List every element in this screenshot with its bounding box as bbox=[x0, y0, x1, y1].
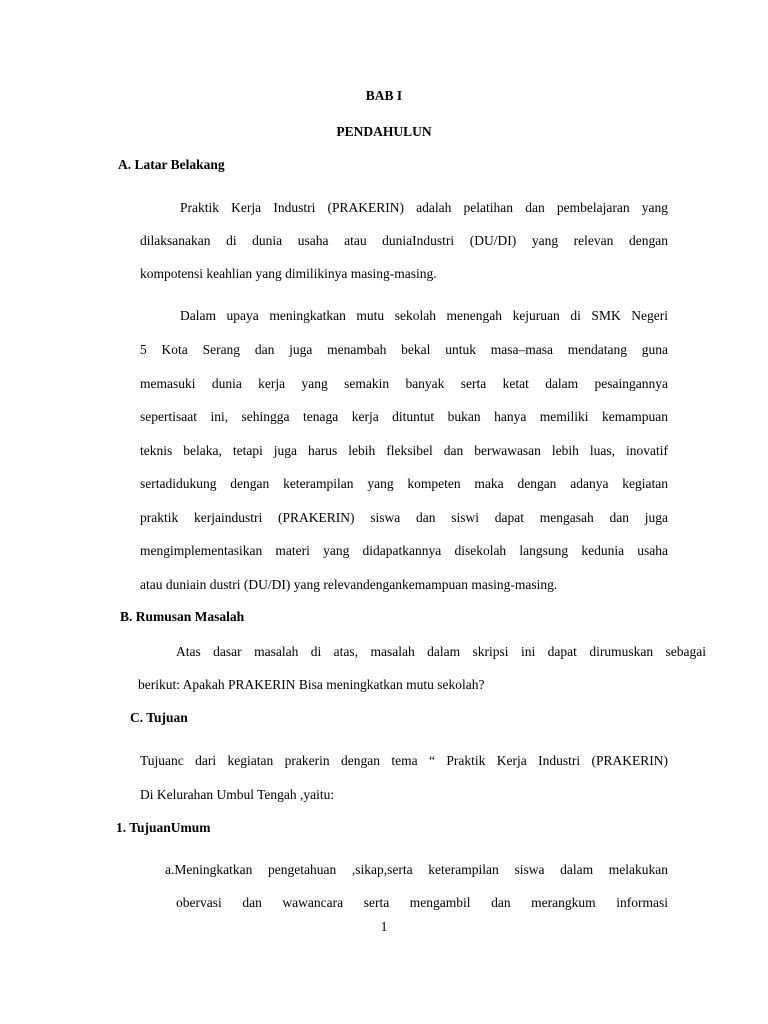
paragraph-line: Praktik Kerja Industri (PRAKERIN) adalah pelatihan dan pembelajaran yang bbox=[180, 200, 668, 215]
paragraph-line: mengimplementasikan materi yang didapatkannya disekolah langsung kedunia usaha bbox=[140, 543, 668, 558]
paragraph-line: teknis belaka, tetapi juga harus lebih fleksibel dan berwawasan lebih luas, inovatif bbox=[140, 443, 668, 458]
paragraph-line: sepertisaat ini, sehingga tenaga kerja dituntut bukan hanya memiliki kemampuan bbox=[140, 409, 668, 424]
paragraph-line: atau duniain dustri (DU/DI) yang relevandengankemampuan masing-masing. bbox=[140, 577, 558, 592]
paragraph-line: berikut: Apakah PRAKERIN Bisa meningkatkan mutu sekolah? bbox=[138, 677, 485, 692]
paragraph-line: Tujuanc dari kegiatan prakerin dengan tema “ Praktik Kerja Industri (PRAKERIN) bbox=[140, 753, 668, 768]
section-a-heading: A. Latar Belakang bbox=[118, 157, 225, 172]
paragraph-line: praktik kerjaindustri (PRAKERIN) siswa dan siswi dapat mengasah dan juga bbox=[140, 510, 668, 525]
section-b-heading: B. Rumusan Masalah bbox=[120, 609, 245, 624]
paragraph-line: Dalam upaya meningkatkan mutu sekolah menengah kejuruan di SMK Negeri bbox=[180, 308, 668, 323]
paragraph-line: Di Kelurahan Umbul Tengah ,yaitu: bbox=[140, 787, 335, 802]
paragraph-line: kompotensi keahlian yang dimilikinya masing-masing. bbox=[140, 266, 437, 281]
chapter-label: BAB I bbox=[365, 88, 403, 103]
list-item-line: obervasi dan wawancara serta mengambil dan merangkum informasi bbox=[176, 895, 668, 910]
paragraph-line: Atas dasar masalah di atas, masalah dalam skripsi ini dapat dirumuskan sebagai bbox=[176, 644, 706, 659]
paragraph-line: 5 Kota Serang dan juga menambah bekal untuk masa–masa mendatang guna bbox=[140, 342, 668, 357]
paragraph-line: sertadidukung dengan keterampilan yang kompeten maka dengan adanya kegiatan bbox=[140, 476, 668, 491]
paragraph-line: dilaksanakan di dunia usaha atau duniaIndustri (DU/DI) yang relevan dengan bbox=[140, 233, 668, 248]
section-c-heading: C. Tujuan bbox=[130, 710, 188, 725]
list-item-line: a.Meningkatkan pengetahuan ,sikap,serta keterampilan siswa dalam melakukan bbox=[165, 862, 668, 877]
paragraph-line: memasuki dunia kerja yang semakin banyak serta ketat dalam pesaingannya bbox=[140, 376, 668, 391]
chapter-title: PENDAHULUN bbox=[336, 124, 432, 139]
page-number: 1 bbox=[380, 919, 388, 934]
subsection-1-heading: 1. TujuanUmum bbox=[116, 820, 211, 835]
